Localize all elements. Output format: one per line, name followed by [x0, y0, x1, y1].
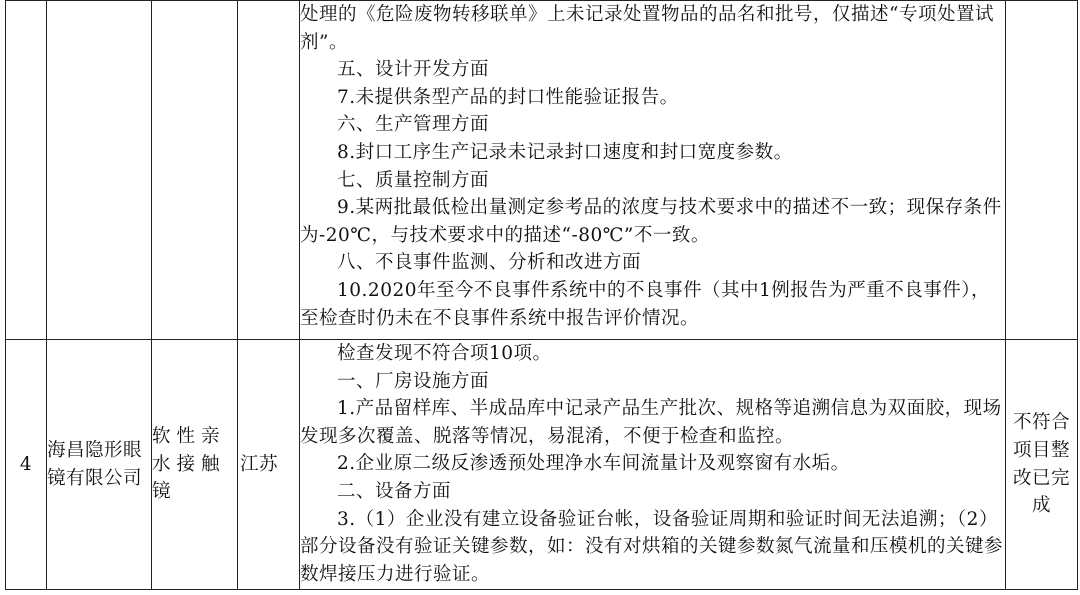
finding-line: 检查发现不符合项10项。 — [337, 343, 552, 364]
finding-line: 一、厂房设施方面 — [337, 370, 490, 392]
finding-line: 八、不良事件监测、分析和改进方面 — [337, 252, 642, 274]
company-name: 海昌隐形眼镜有限公司 — [47, 439, 143, 489]
product-name: 软性亲水接触镜 — [152, 426, 226, 503]
finding-line: 9.某两批最低检出量测定参考品的浓度与技术要求中的描述不一致；现保存条件为-20℃，与技术要求中的描述“-80℃”不一致。 — [300, 197, 1002, 246]
status-cell — [1006, 1, 1078, 340]
finding-line: 七、质量控制方面 — [337, 169, 490, 191]
row-number-cell — [6, 340, 47, 590]
finding-line: 8.封口工序生产记录未记录封口速度和封口宽度参数。 — [337, 141, 793, 163]
finding-line: 五、设计开发方面 — [337, 59, 490, 81]
row-number-cell — [6, 1, 47, 340]
rectification-status: 不符合项目整改已完成 — [1012, 412, 1070, 517]
finding-line: 二、设备方面 — [337, 480, 452, 502]
province-cell — [238, 340, 300, 590]
company-cell — [47, 340, 152, 590]
finding-line: 2.企业原二级反渗透预处理净水车间流量计及观察窗有水垢。 — [337, 453, 850, 475]
finding-line: 处理的《危险废物转移联单》上未记录处置物品的品名和批号，仅描述“专项处置试剂”。 — [300, 4, 994, 53]
findings-cell — [300, 1, 1006, 340]
findings-cell — [300, 340, 1006, 590]
finding-line: 六、生产管理方面 — [337, 114, 490, 136]
product-cell — [152, 1, 238, 340]
company-cell — [47, 1, 152, 340]
finding-line: 1.产品留样库、半成品库中记录产品生产批次、规格等追溯信息为双面胶，现场发现多次覆盖、脱落等情况，易混淆，不便于检查和监控。 — [300, 398, 1002, 447]
finding-line: 7.未提供条型产品的封口性能验证报告。 — [337, 86, 679, 108]
product-cell — [152, 340, 238, 590]
row-number: 4 — [19, 453, 33, 475]
status-cell — [1006, 340, 1078, 590]
findings-text — [300, 340, 1005, 588]
province: 江苏 — [240, 453, 279, 475]
finding-line: 10.2020年至今不良事件系统中的不良事件（其中1例报告为严重不良事件），至检查时仍未在不良事件系统中报告评价情况。 — [300, 279, 991, 329]
findings-text — [300, 1, 1005, 332]
inspection-table — [5, 0, 1078, 590]
table-row — [6, 340, 1078, 590]
table-row — [6, 1, 1078, 340]
finding-line: 3.（1）企业没有建立设备验证台帐，设备验证周期和验证时间无法追溯；（2）部分设备没有验证关键参数，如：没有对烘箱的关键参数氮气流量和压模机的关键参数焊接压力进行验证。 — [300, 508, 1004, 585]
province-cell — [238, 1, 300, 340]
